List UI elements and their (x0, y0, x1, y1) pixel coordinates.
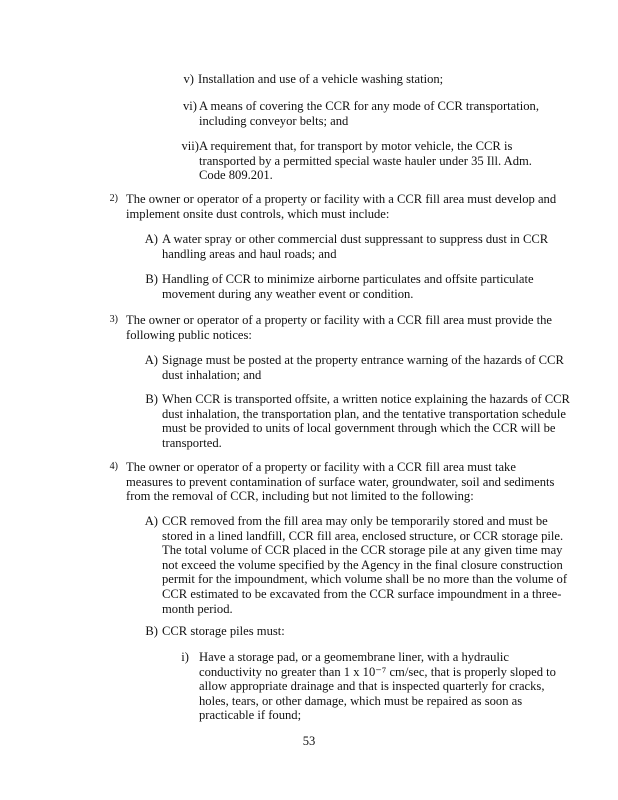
list-item-text: Signage must be posted at the property entrance warning of the hazards of CCR dust inhalation; and (162, 353, 564, 382)
section-marker: 2) (109, 193, 118, 204)
section-text: The owner or operator of a property or facility with a CCR fill area must take measures to prevent contamination of surface water, groundwater, soil and sediments from the removal of CCR, including but not limited to the following: (126, 460, 555, 504)
list-marker: vii) (181, 139, 199, 153)
section-text: The owner or operator of a property or facility with a CCR fill area must develop and implement onsite dust controls, which must include: (126, 192, 557, 221)
subitem-4A (144, 514, 580, 616)
section-3 (109, 313, 558, 342)
list-marker: B) (145, 272, 158, 286)
list-item-vi (183, 99, 574, 128)
section-2 (109, 192, 558, 221)
subitem-2B (145, 272, 574, 301)
section-marker: 4) (109, 461, 118, 472)
list-marker: A) (144, 353, 158, 367)
list-item-text: A requirement that, for transport by motor vehicle, the CCR is transported by a permitted special waste hauler under 35 Ill. Adm. Code 809.201. (199, 139, 532, 183)
list-item-text: Have a storage pad, or a geomembrane liner, with a hydraulic conductivity no greater than 1 x 10⁻⁷ cm/sec, that is properly sloped to allow appropriate drainage and that is inspected quarterly for cracks, holes, tears, or other damage, which must be repaired as soon as practicable if found; (199, 650, 556, 723)
list-marker: A) (144, 514, 158, 528)
list-item-text: Installation and use of a vehicle washing station; (198, 72, 444, 86)
list-item-text: A means of covering the CCR for any mode of CCR transportation, including conveyor belts; and (199, 99, 539, 128)
list-item-vii (181, 139, 544, 183)
section-4 (109, 460, 558, 504)
list-item-v (183, 72, 578, 87)
list-item-text: CCR storage piles must: (162, 624, 285, 638)
list-item-text: CCR removed from the fill area may only be temporarily stored and must be stored in a lined landfill, CCR fill area, enclosed structure, or CCR storage pile. The total volume of CCR placed in the CCR storage pile at any given time may not exceed the volume specified by the Agency in the final closure construction permit for the impoundment, which volume shall be no more than the volume of CCR estimated to be excavated from the CCR surface impoundment in a three-month period. (162, 514, 568, 616)
list-marker: i) (181, 650, 189, 664)
list-marker: A) (144, 232, 158, 246)
section-marker: 3) (109, 314, 118, 325)
list-marker: v) (183, 72, 194, 86)
page-number: 53 (302, 734, 316, 748)
subitem-4B (145, 624, 574, 639)
subitem-3B (145, 392, 574, 450)
list-marker: B) (145, 392, 158, 406)
list-item-text: When CCR is transported offsite, a written notice explaining the hazards of CCR dust inhalation, the transportation plan, and the tentative transportation schedule must be provided to units of local government through which the CCR will be transported. (162, 392, 570, 450)
subitem-4B-i (181, 650, 567, 723)
list-marker: vi) (183, 99, 197, 113)
subitem-2A (144, 232, 562, 261)
section-text: The owner or operator of a property or facility with a CCR fill area must provide the following public notices: (126, 313, 552, 342)
list-item-text: A water spray or other commercial dust suppressant to suppress dust in CCR handling areas and haul roads; and (162, 232, 549, 261)
subitem-3A (144, 353, 574, 382)
list-item-text: Handling of CCR to minimize airborne particulates and offsite particulate movement during any weather event or condition. (162, 272, 534, 301)
list-marker: B) (145, 624, 158, 638)
